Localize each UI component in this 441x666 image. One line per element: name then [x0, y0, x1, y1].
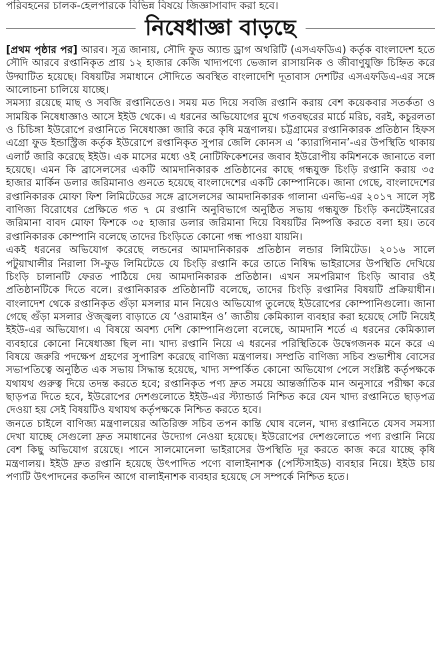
article-paragraph-4: জনতে চাইলে বাণিজ্য মন্ত্রণালয়ের অতিরিক্ত সচিব তপন কান্তি ঘোষ বলেন, খাদ্য রপ্তানিতে যেসব সমস্যা দেখা যাচ্ছে সেগুলো দ্রুত সমাধানের উদ্যোগ নেওয়া হয়েছে। ইউরোপের দেশগুলোতে পণ্য রপ্তানি নিয়ে বেশ কিছু অভিযোগ রয়েছে। পানে সালমোনেলা ভাইরাসের উপস্থিতি দূর করতে কাজ করে যাচ্ছে কৃষি মন্ত্রণালয়। ইইউ দ্রুত রপ্তানি হয়েছে উৎপাদিত পণ্যে বালাইনাশক (পেস্টিসাইড) ব্যবহার নিয়ে। ইইউ চায় পণ্যটি উৎপাদনের কতদিন আগে বালাইনাশক ব্যবহার হয়েছে সে সম্পর্কে নিশ্চিত হতে।: [6, 418, 435, 483]
article-paragraph-1: [6, 44, 435, 97]
paragraph-text: আরব। সূত্র জানায়, সৌদি ফুড অ্যান্ড ড্রাগ অথরিটি (এসএফডিএ) কর্তৃক বাংলাদেশ হতে সৌদি আরবে রপ্তানিকৃত প্রায় ১২ হাজার কেজি খাদ্যপণ্যে ভেজাল রাসায়নিক ও জীবাণুযুক্তি চিহ্নিত করে উদ্ঘাটিত হয়েছে। বিষয়টির সমাধানে সৌদিতে অবস্থিত বাংলাদেশি দূতাবাস দেশটির এসএফডিএ-এর সঙ্গে আলোচনা চালিয়ে যাচ্ছে।: [6, 45, 435, 97]
previous-article-tail: পরিবহনের চালক-হেলপারকে বিভিন্ন বিষয়ে জিজ্ঞাসাবাদ করা হবে।: [6, 0, 279, 12]
article-body: [6, 44, 435, 484]
headline: নিষেধাজ্ঞা বাড়ছে: [135, 14, 306, 42]
article-paragraph-3: একই ধরনের অভিযোগ করেছে লন্ডনের আমদানিকারক প্রতিষ্ঠান লন্ডার লিমিটেড। ২০১৬ সালে পটুয়াখালীর নিরালা সি-ফুড লিমিটেডে যে চিংড়ি রপ্তানি করে তাতে নিষিদ্ধ ভাইরাসের উপস্থিতি দেখিয়ে চিংড়ি চালানটি ফেরত পাঠিয়ে দেয় আমদানিকারক প্রতিষ্ঠান। এখন সমপরিমাণ চিংড়ি আবার ওই প্রতিষ্ঠানটিকে দিতে বলে। রপ্তানিকারক প্রতিষ্ঠানটি বলেছে, তাদের চিংড়ি রপ্তানির বিষয়টি প্রক্রিয়াধীন। বাংলাদেশ থেকে রপ্তানিকৃত গুঁড়া মসলার মান নিয়েও অভিযোগ তুলেছে ইউরোপের কোম্পানিগুলো। জানা গেছে গুঁড়া মসলার ঔজ্জ্বল্য বাড়াতে যে ‘ওরামাইন ও’ জাতীয় কেমিক্যাল ব্যবহার করা হয়েছে সেটি নিয়েই ইইউ-এর অভিযোগ। এ বিষয়ে অবশ্য দেশি কোম্পানিগুলো বলেছে, আমদানি শর্তে এ ধরনের কেমিক্যাল ব্যবহারে কোনো নিষেধাজ্ঞা ছিল না। খাদ্য রপ্তানি নিয়ে এ ধরনের পরিস্থিতিকে উদ্বেগজনক মনে করে এ বিষয়ে জরুরি পদক্ষেপ গ্রহণের সুপারিশ করেছে বাণিজ্য মন্ত্রণালয়। সম্প্রতি বাণিজ্য সচিব শুভাশীষ বোসের সভাপতিত্বে অনুষ্ঠিত এক সভায় সিদ্ধান্ত হয়েছে, খাদ্য সম্পর্কিত কোনো অভিযোগ পেলে সংশ্লিষ্ট কর্তৃপক্ষকে যথাযথ গুরুত্ব দিয়ে তদন্ত করতে হবে; রপ্তানিকৃত পণ্য দ্রুত সময়ে আন্তর্জাতিক মান অনুসারে পরীক্ষা করে ছাড়পত্র দিতে হবে, ইউরোপের দেশগুলোতে ইইউ-এর স্ট্যান্ডার্ড নিশ্চিত করে যেন খাদ্য রপ্তানিতে ছাড়পত্র দেওয়া হয় সেই বিষয়টিও যথাযথ কর্তৃপক্ষকে নিশ্চিত করতে হবে।: [6, 245, 435, 417]
continuation-tag: [প্রথম পৃষ্ঠার পর]: [6, 45, 78, 56]
headline-block: [6, 14, 435, 42]
article-paragraph-2: সমস্যা রয়েছে মাছ ও সবজি রপ্তানিতেও। সময় মত দিয়ে সবজি রপ্তানি করায় বেশ কয়েকবার সতর্কতা ও সাময়িক নিষেধাজ্ঞাও আসে ইইউ থেকে। এ ধরনের অভিযোগের মুখে গতবছরের মার্চে মরিচ, বরই, কচুরলতা ও চিচিঙ্গা ইউরোপে রপ্তানিতে নিষেধাজ্ঞা জারি করে কৃষি মন্ত্রণালয়। চট্টগ্রামের রপ্তানিকারক প্রতিষ্ঠান হিফস এগ্রো ফুড ইন্ডাস্ট্রিজ কর্তৃক ইউরোপে রপ্তানিকৃত সুপার জেলি কোনস এ ‘ক্যারাগিনান’-এর উপস্থিতি থাকায় এলার্ট জারি করেছে ইইউ। এক মাসের মধ্যে ওই নোটিফিকেশনের জবাব ইউরোপীয় কমিশনকে জানাতে বলা হয়েছে। এমন কি ব্রাসেলসের একটি আমদানিকারক প্রতিষ্ঠানের কাছে গন্ধযুক্ত চিংড়ি রপ্তানি করায় ৩৫ হাজার মার্কিন ডলার জরিমানাও গুনতে হয়েছে বাংলাদেশের একটি কোম্পানিকে। জানা গেছে, বাংলাদেশের রপ্তানিকারক মোফা ফিশ লিমিটেডের সঙ্গে ব্রাসেলসের আমদানিকারক গালানা এনভি-এর ২০১৭ সালে সৃষ্ট বাণিজ্য বিরোধের প্রেক্ষিতে গত ৭ মে রপ্তানি অনুবিভাগে অনুষ্ঠিত সভায় গন্ধযুক্ত চিংড়ি কনটেইনারের জরিমানা বাবদ মোফা ফিশকে ৩৫ হাজার ডলার জরিমানা দিয়ে বিষয়টির নিষ্পত্তি করতে বলা হয়। তবে রপ্তানিকারক কোম্পানি বলেছে তাদের চিংড়িতে কোনো গন্ধ পাওয়া যায়নি।: [6, 98, 435, 243]
